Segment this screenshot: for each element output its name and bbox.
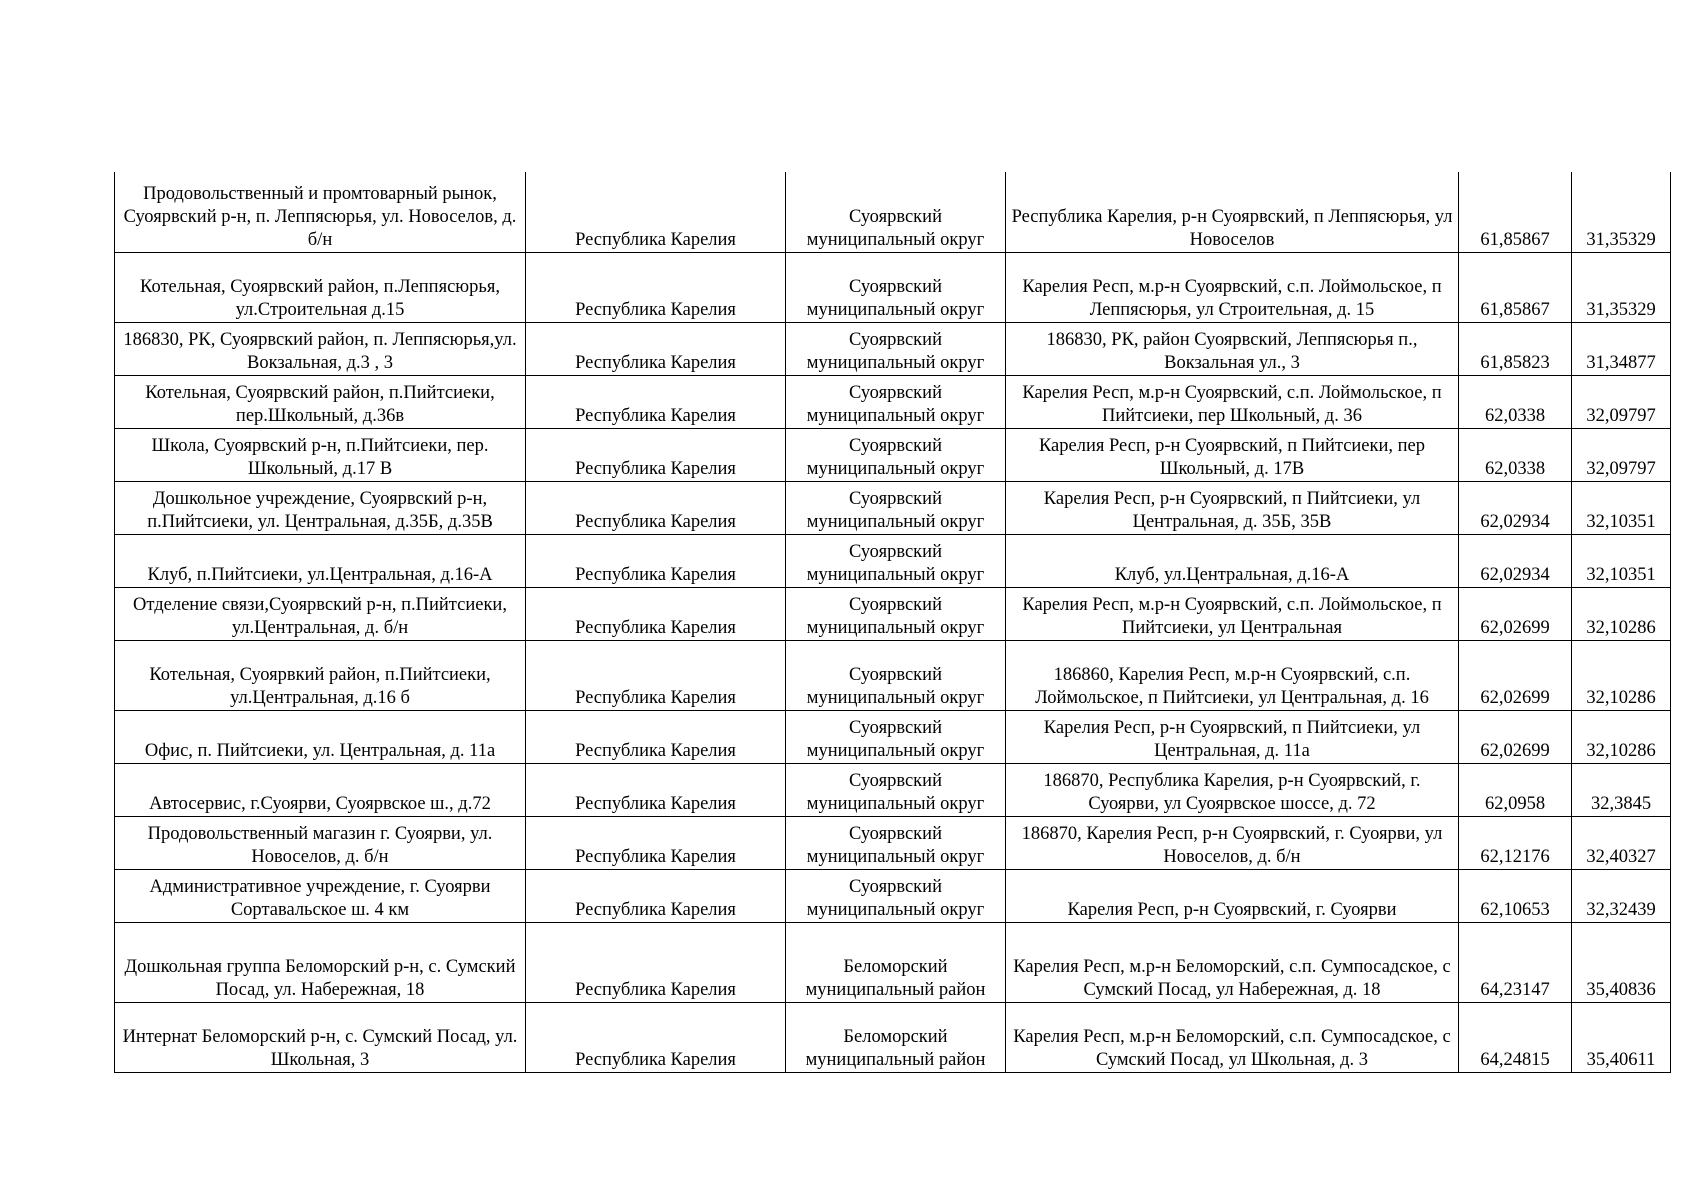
district-cell: Суоярвский муниципальный округ	[786, 322, 1006, 375]
latitude-cell: 62,02699	[1459, 640, 1572, 710]
table-row	[115, 869, 1671, 922]
object-cell: Отделение связи,Суоярвский р-н, п.Пийтсиеки, ул.Центральная, д. б/н	[115, 587, 526, 640]
district-cell: Суоярвский муниципальный округ	[786, 375, 1006, 428]
district-cell: Беломорский муниципальный район	[786, 922, 1006, 1002]
object-cell: Интернат Беломорский р-н, с. Сумский Посад, ул. Школьная, 3	[115, 1002, 526, 1072]
object-cell: Котельная, Суоярвский район, п.Леппясюрья, ул.Строительная д.15	[115, 252, 526, 322]
district-cell: Суоярвский муниципальный округ	[786, 763, 1006, 816]
region-cell: Республика Карелия	[526, 172, 786, 252]
address-cell: Клуб, ул.Центральная, д.16-А	[1006, 534, 1459, 587]
table-row	[115, 587, 1671, 640]
address-cell: 186870, Республика Карелия, р-н Суоярвский, г. Суоярви, ул Суоярвское шоссе, д. 72	[1006, 763, 1459, 816]
table-row	[115, 763, 1671, 816]
region-cell: Республика Карелия	[526, 481, 786, 534]
object-cell: Котельная, Суоярвский район, п.Пийтсиеки, пер.Школьный, д.36в	[115, 375, 526, 428]
object-cell: Котельная, Суоярвкий район, п.Пийтсиеки, ул.Центральная, д.16 б	[115, 640, 526, 710]
latitude-cell: 61,85867	[1459, 252, 1572, 322]
object-cell: Продовольственный магазин г. Суоярви, ул. Новоселов, д. б/н	[115, 816, 526, 869]
region-cell: Республика Карелия	[526, 640, 786, 710]
latitude-cell: 64,23147	[1459, 922, 1572, 1002]
longitude-cell: 32,40327	[1572, 816, 1671, 869]
latitude-cell: 62,0338	[1459, 375, 1572, 428]
table-row	[115, 1002, 1671, 1072]
table-row	[115, 710, 1671, 763]
object-cell: Дошкольное учреждение, Суоярвский р-н, п.Пийтсиеки, ул. Центральная, д.35Б, д.35В	[115, 481, 526, 534]
table-row	[115, 640, 1671, 710]
object-cell: Административное учреждение, г. Суоярви Сортавальское ш. 4 км	[115, 869, 526, 922]
region-cell: Республика Карелия	[526, 534, 786, 587]
region-cell: Республика Карелия	[526, 869, 786, 922]
address-cell: Карелия Респ, м.р-н Суоярвский, с.п. Лоймольское, п Леппясюрья, ул Строительная, д. 15	[1006, 252, 1459, 322]
object-cell: Продовольственный и промтоварный рынок, Суоярвский р-н, п. Леппясюрья, ул. Новоселов, д. б/н	[115, 172, 526, 252]
latitude-cell: 62,02699	[1459, 710, 1572, 763]
region-cell: Республика Карелия	[526, 252, 786, 322]
address-cell: Карелия Респ, м.р-н Беломорский, с.п. Сумпосадское, с Сумский Посад, ул Набережная, д. 18	[1006, 922, 1459, 1002]
object-cell: Дошкольная группа Беломорский р-н, с. Сумский Посад, ул. Набережная, 18	[115, 922, 526, 1002]
table-row	[115, 922, 1671, 1002]
latitude-cell: 61,85823	[1459, 322, 1572, 375]
table-body	[115, 172, 1671, 1072]
region-cell: Республика Карелия	[526, 922, 786, 1002]
latitude-cell: 62,12176	[1459, 816, 1572, 869]
region-cell: Республика Карелия	[526, 428, 786, 481]
table-row	[115, 375, 1671, 428]
address-cell: 186870, Карелия Респ, р-н Суоярвский, г. Суоярви, ул Новоселов, д. б/н	[1006, 816, 1459, 869]
objects-table	[114, 172, 1671, 1073]
district-cell: Беломорский муниципальный район	[786, 1002, 1006, 1072]
address-cell: Карелия Респ, р-н Суоярвский, п Пийтсиеки, пер Школьный, д. 17В	[1006, 428, 1459, 481]
district-cell: Суоярвский муниципальный округ	[786, 869, 1006, 922]
district-cell: Суоярвский муниципальный округ	[786, 534, 1006, 587]
longitude-cell: 32,10286	[1572, 640, 1671, 710]
latitude-cell: 62,02699	[1459, 587, 1572, 640]
longitude-cell: 31,34877	[1572, 322, 1671, 375]
district-cell: Суоярвский муниципальный округ	[786, 481, 1006, 534]
object-cell: 186830, РК, Суоярвский район, п. Леппясюрья,ул. Вокзальная, д.3 , 3	[115, 322, 526, 375]
region-cell: Республика Карелия	[526, 1002, 786, 1072]
region-cell: Республика Карелия	[526, 710, 786, 763]
district-cell: Суоярвский муниципальный округ	[786, 428, 1006, 481]
latitude-cell: 62,0338	[1459, 428, 1572, 481]
district-cell: Суоярвский муниципальный округ	[786, 710, 1006, 763]
address-cell: Карелия Респ, р-н Суоярвский, п Пийтсиеки, ул Центральная, д. 11а	[1006, 710, 1459, 763]
address-cell: Карелия Респ, м.р-н Беломорский, с.п. Сумпосадское, с Сумский Посад, ул Школьная, д. 3	[1006, 1002, 1459, 1072]
address-cell: 186860, Карелия Респ, м.р-н Суоярвский, с.п. Лоймольское, п Пийтсиеки, ул Центральная, д. 16	[1006, 640, 1459, 710]
longitude-cell: 32,09797	[1572, 375, 1671, 428]
longitude-cell: 35,40836	[1572, 922, 1671, 1002]
district-cell: Суоярвский муниципальный округ	[786, 172, 1006, 252]
address-cell: Карелия Респ, м.р-н Суоярвский, с.п. Лоймольское, п Пийтсиеки, ул Центральная	[1006, 587, 1459, 640]
latitude-cell: 62,10653	[1459, 869, 1572, 922]
longitude-cell: 32,10351	[1572, 534, 1671, 587]
table-row	[115, 172, 1671, 252]
latitude-cell: 61,85867	[1459, 172, 1572, 252]
district-cell: Суоярвский муниципальный округ	[786, 252, 1006, 322]
table-row	[115, 322, 1671, 375]
longitude-cell: 32,3845	[1572, 763, 1671, 816]
longitude-cell: 32,32439	[1572, 869, 1671, 922]
longitude-cell: 32,10351	[1572, 481, 1671, 534]
latitude-cell: 64,24815	[1459, 1002, 1572, 1072]
latitude-cell: 62,02934	[1459, 481, 1572, 534]
table-row	[115, 534, 1671, 587]
longitude-cell: 35,40611	[1572, 1002, 1671, 1072]
address-cell: Карелия Респ, р-н Суоярвский, п Пийтсиеки, ул Центральная, д. 35Б, 35В	[1006, 481, 1459, 534]
district-cell: Суоярвский муниципальный округ	[786, 816, 1006, 869]
address-cell: Карелия Респ, м.р-н Суоярвский, с.п. Лоймольское, п Пийтсиеки, пер Школьный, д. 36	[1006, 375, 1459, 428]
address-cell: Республика Карелия, р-н Суоярвский, п Леппясюрья, ул Новоселов	[1006, 172, 1459, 252]
longitude-cell: 32,10286	[1572, 710, 1671, 763]
latitude-cell: 62,02934	[1459, 534, 1572, 587]
longitude-cell: 32,09797	[1572, 428, 1671, 481]
region-cell: Республика Карелия	[526, 763, 786, 816]
longitude-cell: 32,10286	[1572, 587, 1671, 640]
district-cell: Суоярвский муниципальный округ	[786, 640, 1006, 710]
object-cell: Автосервис, г.Суоярви, Суоярвское ш., д.72	[115, 763, 526, 816]
address-cell: 186830, РК, район Суоярвский, Леппясюрья п., Вокзальная ул., 3	[1006, 322, 1459, 375]
object-cell: Офис, п. Пийтсиеки, ул. Центральная, д. 11а	[115, 710, 526, 763]
object-cell: Клуб, п.Пийтсиеки, ул.Центральная, д.16-А	[115, 534, 526, 587]
table-row	[115, 252, 1671, 322]
region-cell: Республика Карелия	[526, 375, 786, 428]
table-row	[115, 816, 1671, 869]
table-row	[115, 428, 1671, 481]
longitude-cell: 31,35329	[1572, 172, 1671, 252]
region-cell: Республика Карелия	[526, 322, 786, 375]
object-cell: Школа, Суоярвский р-н, п.Пийтсиеки, пер. Школьный, д.17 В	[115, 428, 526, 481]
region-cell: Республика Карелия	[526, 587, 786, 640]
latitude-cell: 62,0958	[1459, 763, 1572, 816]
table-row	[115, 481, 1671, 534]
district-cell: Суоярвский муниципальный округ	[786, 587, 1006, 640]
address-cell: Карелия Респ, р-н Суоярвский, г. Суоярви	[1006, 869, 1459, 922]
region-cell: Республика Карелия	[526, 816, 786, 869]
longitude-cell: 31,35329	[1572, 252, 1671, 322]
